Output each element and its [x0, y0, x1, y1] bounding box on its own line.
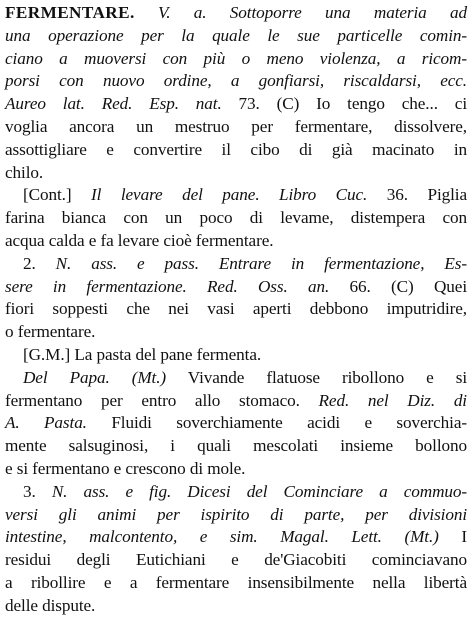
entry-line: [5, 344, 467, 367]
italic-text: intestine, malcontento, e sim. Magal. Lett. (Mt.): [5, 527, 439, 547]
body-text: residui degli Eutichiani e de'Giacobiti cominciavano: [5, 550, 467, 570]
body-text: 3.: [23, 481, 52, 501]
body-text: fiori soppesti che nei vasi aperti debbono imputridire,: [5, 299, 467, 319]
italic-text: Aureo lat. Red. Esp. nat.: [5, 94, 222, 114]
entry-line: [5, 549, 467, 572]
body-text: [G.M.] La pasta del pane fermenta.: [23, 344, 262, 364]
body-text: delle dispute.: [5, 595, 96, 615]
body-text: acqua calda e fa levare cioè fermentare.: [5, 230, 274, 250]
entry-line: [5, 572, 467, 595]
entry-line: [5, 481, 467, 504]
entry-line: [5, 253, 467, 276]
body-text: 73. (C) Io tengo che... ci: [221, 94, 467, 114]
entry-line: [5, 526, 467, 549]
entry-line: [5, 162, 467, 185]
body-text: 36. Piglia: [367, 185, 467, 205]
italic-text: N. ass. e pass. Entrare in fermentazione, Es-: [55, 253, 467, 273]
entry-line: [5, 321, 467, 344]
body-text: mente salsuginosi, i quali mescolati insieme bollono: [5, 436, 467, 456]
entry-line: [5, 230, 467, 253]
entry-line: [5, 70, 467, 93]
italic-text: una operazione per la quale le sue particelle comin-: [5, 25, 467, 45]
entry-line: [5, 116, 467, 139]
entry-line: [5, 298, 467, 321]
entry-line: [5, 390, 467, 413]
body-text: [Cont.]: [23, 185, 92, 205]
body-text: Vivande flatuose ribollono e si: [166, 367, 468, 387]
entry-line: [5, 93, 467, 116]
headword: FERMENTARE.: [5, 3, 135, 22]
entry-line: [5, 139, 467, 162]
body-text: chilo.: [5, 162, 44, 182]
body-text: farina bianca con un poco di levame, distempera con: [5, 208, 467, 228]
entry-line: [5, 367, 467, 390]
entry-line: [5, 458, 467, 481]
entry-line: [5, 276, 467, 299]
entry-line: [5, 595, 467, 618]
entry-line: [5, 25, 467, 48]
italic-text: sere in fermentazione. Red. Oss. an.: [5, 276, 330, 296]
body-text: 66. (C) Quei: [329, 276, 467, 296]
entry-line: [5, 435, 467, 458]
italic-text: porsi con nuovo ordine, a gonfiarsi, riscaldarsi, ecc.: [5, 71, 467, 91]
entry-line: [5, 2, 467, 25]
italic-text: V. a. Sottoporre una materia ad: [134, 3, 467, 22]
entry-line: [5, 207, 467, 230]
italic-text: N. ass. e fig. Dicesi del Cominciare a commuo-: [51, 481, 467, 501]
italic-text: Il levare del pane. Libro Cuc.: [91, 185, 368, 205]
entry-line: [5, 184, 467, 207]
entry-line: [5, 504, 467, 527]
body-text: 2.: [23, 253, 56, 273]
entry-line: [5, 48, 467, 71]
body-text: a ribollire e a fermentare insensibilmente nella libertà: [5, 572, 467, 592]
dictionary-entry: [5, 2, 467, 618]
italic-text: ciano a muoversi con più o meno violenza, a ricom-: [5, 48, 467, 68]
body-text: Fluidi soverchiamente acidi e soverchia-: [86, 413, 468, 433]
entry-line: [5, 412, 467, 435]
body-text: o fermentare.: [5, 322, 96, 342]
italic-text: Del Papa. (Mt.): [23, 367, 167, 387]
italic-text: versi gli animi per ispirito di parte, per divisioni: [5, 504, 467, 524]
body-text: voglia ancora un mestruo per fermentare, dissolvere,: [5, 116, 467, 136]
body-text: assottigliare e convertire il cibo di già macinato in: [5, 139, 467, 159]
italic-text: Red. nel Diz. di: [318, 390, 467, 410]
italic-text: A. Pasta.: [5, 413, 87, 433]
body-text: fermentano per entro allo stomaco.: [5, 390, 319, 410]
body-text: e si fermentano e crescono di mole.: [5, 458, 246, 478]
body-text: I: [438, 527, 467, 547]
